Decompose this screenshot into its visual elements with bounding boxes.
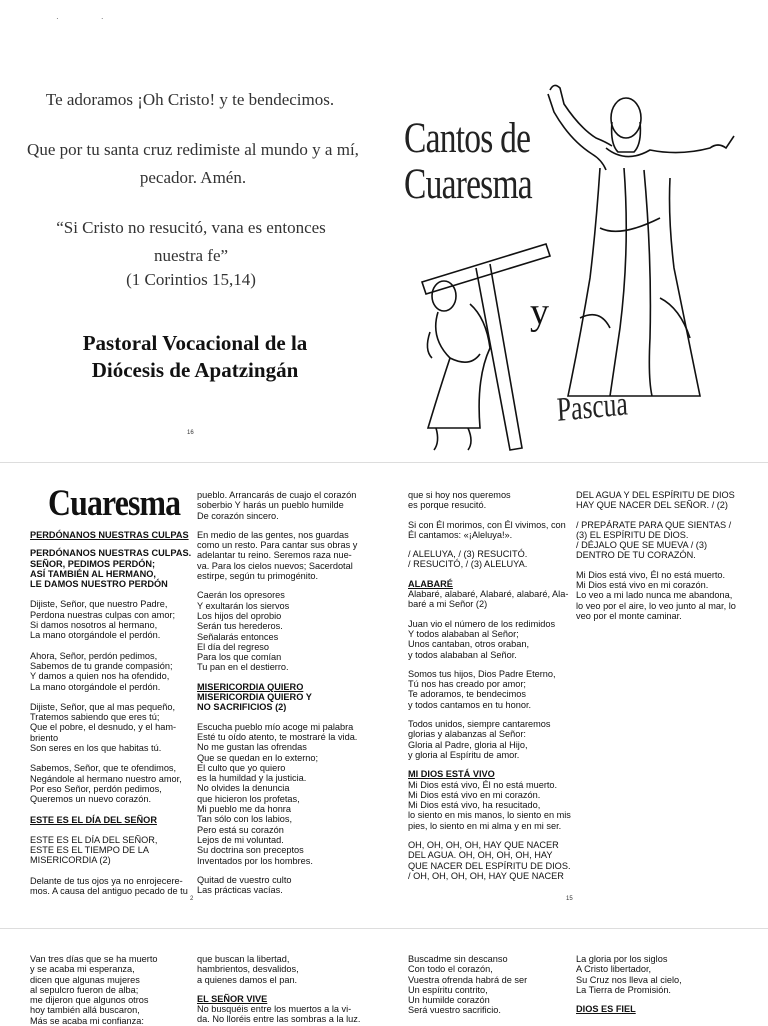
- verse-adoramos: Te adoramos ¡Oh Cristo! y te bendecimos.: [45, 90, 335, 109]
- col3-paragraph-4: Alabaré, alabaré, Alabaré, alabaré, Ala- baré a mi Señor (2): [408, 589, 569, 610]
- verse-perdonanos-1: Dijiste, Señor, que nuestro Padre, Perdona nuestras culpas con amor; Si damos nosotros al hermano, La mano otorgándole el perdón.: [30, 599, 176, 641]
- column-4: [576, 490, 746, 621]
- col2-paragraph-4: Escucha pueblo mío acoge mi palabra Esté tu oído atento, te mostraré la vida. No me gustan las ofrendas Que se quedan en lo externo; El culto que yo quiero es la humildad y la justicia. No olvides la denuncia que hicieron los profetas, Mi pueblo me da honra Tan sólo con los labios, Pero está su corazón Lejos de mi voluntad. Su doctrina son preceptos Inventados por los hombres.: [197, 721, 358, 866]
- column-1: [30, 530, 195, 896]
- song-title-alabare: ALABARÉ: [408, 578, 453, 589]
- col2-paragraph-3: Caerán los opresores Y exultarán los siervos Los hijos del oprobio Serán tus herederos. Señalarás entonces El día del regreso Para los que comían Tu pan en el destierro.: [197, 590, 290, 673]
- risen-christ-illustration: [540, 78, 740, 408]
- org-line-1: Pastoral Vocacional de la: [82, 331, 308, 355]
- song-title-dios-es-fiel: DIOS ES FIEL: [576, 1004, 636, 1015]
- song-title-mi-dios-esta-vivo: MI DIOS ESTÁ VIVO: [408, 769, 495, 780]
- citation: (1 Corintios 15,14): [126, 270, 256, 289]
- page-number-2: 2: [190, 896, 194, 902]
- song-title-perdonanos: PERDÓNANOS NUESTRAS CULPAS: [30, 530, 189, 540]
- bottom-col-1: Van tres días que se ha muerto y se acaba mi esperanza, dicen que algunas mujeres al sepulcro fueron de alba; me dijeron que algunos otros hoy también allá buscaron, Más se acaba mi confianza:: [30, 954, 158, 1026]
- verse-perdonanos-2: Ahora, Señor, perdón pedimos, Sabemos de tu grande compasión; Y damos a quien nos ha ofendido, La mano otorgándole el perdón.: [30, 650, 173, 692]
- title-y: y: [530, 291, 549, 333]
- spread-divider-2: [0, 928, 768, 929]
- col4-paragraph-3: Mi Dios está vivo, Él no está muerto. Mi Dios está vivo en mi corazón. Lo veo a mi lado nunca me abandona, lo veo por el aire, lo veo junto al mar, lo veo por el monte caminar.: [576, 569, 736, 621]
- col3-paragraph-5: Juan vio el número de los redimidos Y todos alababan al Señor; Unos cantaban, otros oraban, y todos alababan al Señor.: [408, 618, 556, 660]
- bottom-col-2-text: que buscan la libertad, hambrientos, desvalidos, a quienes damos el pan.: [197, 954, 299, 985]
- col2-paragraph-5: Quitad de vuestro culto Las prácticas vacías.: [197, 874, 292, 896]
- page-number-15: 15: [566, 896, 573, 902]
- spread-divider-1: [0, 462, 768, 463]
- chorus-perdonanos: PERDÓNANOS NUESTRAS CULPAS. SEÑOR, PEDIMOS PERDÓN; ASÍ TAMBIÉN AL HERMANO, LE DAMOS NUESTRO PERDÓN: [30, 548, 192, 590]
- bottom-col-4-text: La gloria por los siglos A Cristo libertador, Su Cruz nos lleva al cielo, La Tierra de Promisión.: [576, 954, 682, 995]
- title-pascua: Pascua: [556, 385, 629, 429]
- org-title: [20, 330, 370, 384]
- title-cuaresma: Cuaresma: [404, 161, 532, 208]
- bottom-col-4: [576, 954, 746, 1014]
- bottom-col-3: Buscadme sin descanso Con todo el corazón, Vuestra ofrenda habrá de ser Un espíritu contrito, Un humilde corazón Será vuestro sacrificio.: [408, 954, 528, 1016]
- col2-paragraph-1: pueblo. Arrancarás de cuajo el corazón soberbio Y harás un pueblo humilde De corazón sincero.: [197, 490, 357, 521]
- bottom-col-2: [197, 954, 367, 1025]
- page-number-top: 16: [187, 430, 194, 436]
- cuaresma-heading: Cuaresma: [48, 483, 181, 524]
- verse-perdonanos-3: Dijiste, Señor, que al mas pequeño, Tratemos sabiendo que eres tú; Que el pobre, el desnudo, y el ham- briento Son seres en los que habitas tú.: [30, 701, 177, 754]
- verse-este-es-el-dia-1: Delante de tus ojos ya no enrojecere- mos. A causa del antiguo pecado de tu: [30, 875, 188, 897]
- title-cantos-de: Cantos de: [404, 115, 531, 162]
- chorus-este-es-el-dia: ESTE ES EL DÍA DEL SEÑOR, ESTE ES EL TIEMPO DE LA MISERICORDIA (2): [30, 834, 158, 866]
- corner-marks: · ·: [56, 14, 104, 23]
- song-title-el-senor-vive: EL SEÑOR VIVE: [197, 993, 268, 1004]
- org-line-2: Diócesis de Apatzingán: [91, 358, 299, 382]
- col3-paragraph-1: que si hoy nos queremos es porque resucitó.: [408, 490, 511, 511]
- verse-perdonanos-4: Sabemos, Señor, que te ofendimos, Negándole al hermano nuestro amor, Por eso Señor, perdón pedimos, Queremos un nuevo corazón.: [30, 763, 182, 805]
- col3-paragraph-2: Si con Él morimos, con Él vivimos, con Él cantamos: «¡Aleluya!».: [408, 519, 566, 540]
- christ-carrying-cross-illustration: [410, 228, 560, 458]
- col2-paragraph-2: En medio de las gentes, nos guardas como un resto. Para cantar sus obras y adelantar tu reino. Seremos raza nue- va. Para los cielos nuevos; Sacerdotal estirpe, según tu primogénito.: [197, 529, 358, 582]
- column-2: [197, 490, 367, 895]
- bottom-col-2-text-2: No busquéis entre los muertos a la vi- da. No lloréis entre las sombras a la luz.: [197, 1004, 361, 1025]
- verse-santa-cruz: Que por tu santa cruz redimiste al mundo y a mí, pecador. Amén.: [27, 140, 359, 187]
- col4-paragraph-1: DEL AGUA Y DEL ESPÍRITU DE DIOS HAY QUE NACER DEL SEÑOR. / (2): [576, 490, 735, 511]
- chorus-misericordia: MISERICORDIA QUIERO Y NO SACRIFICIOS (2): [197, 692, 312, 713]
- col3-paragraph-3: / ALELUYA, / (3) RESUCITÓ. / RESUCITÓ, / (3) ALELUYA.: [408, 549, 528, 570]
- col4-paragraph-2: / PREPÁRATE PARA QUE SIENTAS / (3) EL ESPÍRITU DE DIOS. / DÉJALO QUE SE MUEVA / (3) DENTRO DE TU CORAZÓN.: [576, 519, 732, 561]
- quote-corintios: “Si Cristo no resucitó, vana es entonces nuestra fe”: [56, 218, 326, 265]
- col3-paragraph-9: OH, OH, OH, OH, HAY QUE NACER DEL AGUA. OH, OH, OH, OH, HAY QUE NACER DEL ESPÍRITU DE DIOS. / OH, OH, OH, OH, HAY QUE NACER: [408, 840, 571, 881]
- col3-paragraph-7: Todos unidos, siempre cantaremos glorias y alabanzas al Señor: Gloria al Padre, gloria al Hijo, y gloria al Espíritu de amor.: [408, 719, 551, 760]
- column-3: [408, 490, 573, 881]
- col3-paragraph-6: Somos tus hijos, Dios Padre Eterno, Tú nos has creado por amor; Te adoramos, te bendecimos y todos cantamos en tu honor.: [408, 668, 556, 710]
- cover-title: [404, 116, 532, 208]
- song-title-este-es-el-dia: ESTE ES EL DÍA DEL SEÑOR: [30, 814, 157, 825]
- col3-paragraph-8: Mi Dios está vivo, Él no está muerto. Mi Dios está vivo en mi corazón. Mi Dios está vivo, ha resucitado, lo siento en mis manos, lo siento en mis pies, lo siento en mi alma y en mi ser.: [408, 779, 571, 831]
- song-title-misericordia: MISERICORDIA QUIERO: [197, 681, 304, 692]
